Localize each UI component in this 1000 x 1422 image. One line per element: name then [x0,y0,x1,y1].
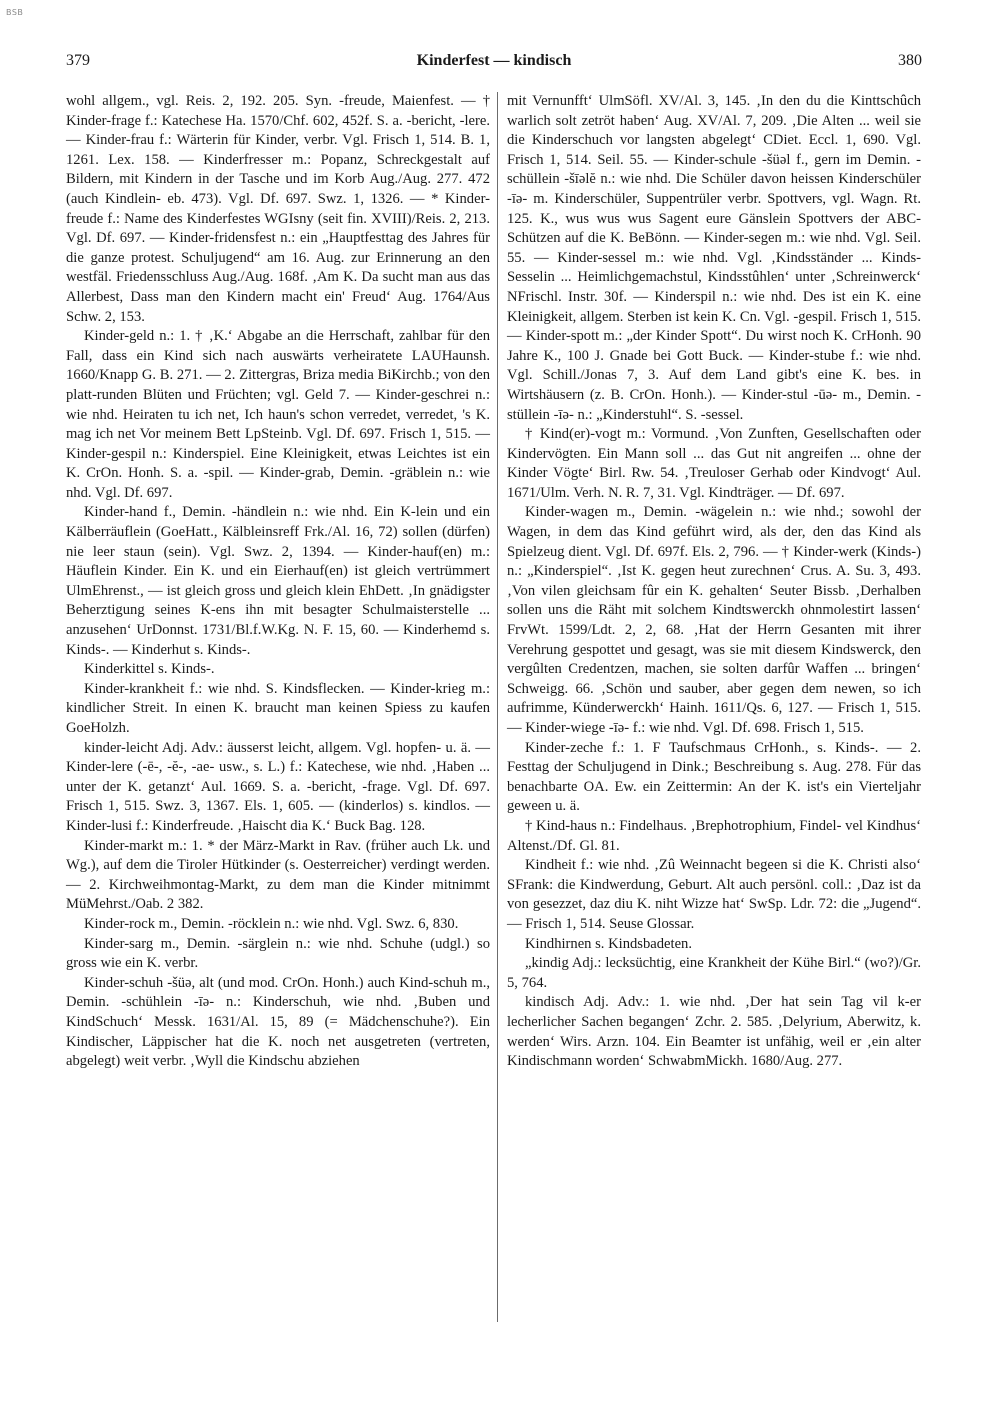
entry-kinderkittel: Kinderkittel s. Kinds-. [84,661,215,678]
entry-kind-haus: † Kind-haus n.: Findelhaus. ‚Brephotrophium, Findel- vel Kindhus‘ Altenst./Df. Gl. 81. [507,817,921,854]
page-number-left: 379 [66,52,90,69]
entry-paragraph-continued: mit Vernunfft‘ UlmSöfl. XV/Al. 3, 145. ‚In den du die Kinttschûch warlich solt zetröt haben‘ Aug. XV/Al. 7, 209. ‚Die Alten ... weil sie die Kinderschuch vor langsten abgelegt‘ CDiet. Eccl. 1, 690. Vgl. Frisch 1, 514. Seil. 55. — Kinder-schule -šüəl f., gern im Demin. -schüllein -šīəlĕ n.: wie nhd. Die Schüler davon heissen Kinderschüler -īə- m. Kinderschüler, Suppentrüler verbr. Spottvers, vgl. Wagn. Rt. 125. K., wus wus wus Sagent eure Gänslein Spottvers der ABC-Schützen auf die K. BeBönn. — Kinder-segen m.: wie nhd. Vgl. Seil. 55. — Kinder-sessel m.: wie nhd. Vgl. ‚Kindsständer ... Kinds-Sesselin ... Heimlichgemachstul, Kindsstûhlen‘ unter ‚Schreinwerck‘ NFrischl. Instr. 30f. — Kinderspil n.: wie nhd. Des ist ein K. eine Kleinigkeit, allgem. Sterben ist kein K. Cn. Vgl. -gespil. Frisch 1, 515. — Kinder-spott m.: „der Kinder Spott“. Du wirst noch K. CrHonh. 90 Jahre K., 100 J. Gnade bei Gott Buck. — Kinder-stube f.: wie nhd. Vgl. Schill./Jonas 7, 3. Auf dem Land gibt's eine K. bes. in Wirtshäusern (z. B. CrOn. Honh.). — Kinder-stul -ūə- m., Demin. -stüllein -īə- n.: „Kinderstuhl“. S. -sessel. [507,93,921,423]
entry-kind-vogt: † Kind(er)-vogt m.: Vormund. ‚Von Zunften, Gesellschaften oder Kindervögten. Ein Mann soll ... das Gut nit angreifen ... ohne der Kinder Vögte‘ Birl. Rw. 54. ‚Treuloser Gerhab oder Kindvogt‘ Aul. 1671/Ulm. Verh. N. R. 7, 31. Vgl. Kindträger. — Df. 697. [507,426,921,501]
entry-kindisch: kindisch Adj. Adv.: 1. wie nhd. ‚Der hat sein Tag vil k-er lecherlicher Sachen begangen‘ Zchr. 2. 585. ‚Delyrium, Aberwitz, k. werden‘ Wirs. Arzn. 104. Ein Beamter ist unfähig, weil er ‚ein alter Kindischmann worden‘ SchwabmMickh. 1680/Aug. 277. [507,994,921,1070]
entry-kinder-zeche: Kinder-zeche f.: 1. F Taufschmaus CrHonh., s. Kinds-. — 2. Festtag der Schuljugend in Dink.; Beschreibung s. Aug. 278. Für das benachbarte OA. Ew. ein Zeittermin: An der K. ist's ein Vierteljahr geween u. ä. [507,739,921,815]
entry-kindig: „kindig Adj.: lecksüchtig, eine Krankheit der Kühe Birl.“ (wo?)/Gr. 5, 764. [507,955,921,991]
entry-kinder-geld: Kinder-geld n.: 1. † ‚K.‘ Abgabe an die Herrschaft, zahlbar für den Fall, dass ein Kind sich nach auswärts verheiratete LAUHaunsh. 1660/Knapp G. B. 271. — 2. Zittergras, Briza media BiKirchb.; von den platt-runden Blüten und Früchten; vgl. Geld 7. — Kinder-geschrei n.: wie nhd. Heiraten tu ich net, Ich haun's schon verredet, verredet, 's K. mag ich net Vor meinem Bett LpSteinb. Vgl. Df. 697. Frisch 1, 515. — Kinder-gespil n.: Kinderspiel. Eine Kleinigkeit, etwas Leichtes ist ein K. CrOn. Honh. S. a. -spil. — Kinder-grab, Demin. -gräblein n.: wie nhd. Vgl. Df. 697. [66,328,490,501]
right-column [507,92,921,1072]
left-column [66,92,490,1072]
entry-kinder-schuh: Kinder-schuh -šüə, alt (und mod. CrOn. Honh.) auch Kind-schuh m., Demin. -schühlein -īə- n.: Kinderschuh, wie nhd. ‚Buben und KindSchuch‘ Messk. 1631/Al. 15, 89 (= Mädchenschuhe?). Ein Kindischer, Läppischer hat die K. noch net ausgetreten (vertreten, abgelegt) weit verbr. ‚Wyll die Kindschu abziehen [66,974,490,1070]
page-header [66,48,922,74]
entry-kinder-wagen: Kinder-wagen m., Demin. -wägelein n.: wie nhd.; sowohl der Wagen, in dem das Kind geführt wird, als der, den das Kind als Spielzeug dient. Vgl. Df. 697f. Els. 2, 796. — † Kinder-werk (Kinds-) n.: „Kinderspiel“. ‚Ist K. gegen heut zurechnen‘ Crus. A. Su. 3, 493. ‚Von vilen gleichsam fûr ein K. gehalten‘ Seuter Bissb. ‚Derhalben sollen uns die Räht mit solchem Kindtswerckh ohnmolestirt lassen‘ FrvWt. 1599/Ldt. 2, 2, 68. ‚Hat der Herrn Gesanten mit ihrer Verehrung gespottet und gesagt, was sie mit diesem Kindswerck, den vergûlten Credentzen, machen, sie solten darfûr Waffen ... bringen‘ Schweigg. 66. ‚Schön und sauber, aber gegen dem newen, so ich aufrimme, Künderwerckh‘ Hainh. 1611/Qs. 6, 127. — Frisch 1, 515. — Kinder-wiege -īə- f.: wie nhd. Vgl. Df. 698. Frisch 1, 515. [507,504,921,736]
entry-kinder-sarg: Kinder-sarg m., Demin. -särglein n.: wie nhd. Schuhe (udgl.) so gross wie ein K. verbr. [66,935,490,972]
entry-kinder-krankheit: Kinder-krankheit f.: wie nhd. S. Kindsflecken. — Kinder-krieg m.: kindlicher Streit. In einen K. braucht man keinen Spiess zu kaufen GoeHolzh. [66,680,490,736]
entry-kinder-markt: Kinder-markt m.: 1. * der März-Markt in Rav. (früher auch Lk. und Wg.), auf dem die Tiroler Hütkinder (s. Oesterreicher) verdingt werden. — 2. Kirchweihmontag-Markt, zu dem man die Kinder mitnimmt MüMehrst./Oab. 2 382. [66,837,490,913]
entry-paragraph: wohl allgem., vgl. Reis. 2, 192. 205. Syn. -freude, Maienfest. — † Kinder-frage f.: Katechese Ha. 1570/Chf. 602, 452f. S. a. -bericht, -lere. — Kinder-frau f.: Wärterin für Kinder, verbr. Vgl. Frisch 1, 514. B. 1, 1261. Lex. 158. — Kinderfresser m.: Popanz, Schreckgestalt auf Bildern, mit Kindern in der Tasche und im Korb Aug./Aug. 277. 472 (auch Kindlein- eb. 473). Vgl. Df. 697. Swz. 1, 1326. — * Kinder-freude f.: Name des Kinderfestes WGIsny (seit fin. XVIII)/Reis. 2, 213. Vgl. Df. 697. — Kinder-fridensfest n.: ein „Hauptfesttag des Jahres für die ganze protest. Schuljugend“ am 16. Aug. zur Erinnerung an den westfäl. Friedensschluss Aug./Aug. 168f. ‚Am K. Da sucht man aus das Allerbest, Dass man den Kindern macht ein' Freud‘ Aug. 1764/Aus Schw. 2, 153. [66,93,490,325]
entry-kindheit: Kindheit f.: wie nhd. ‚Zû Weinnacht begeen si die K. Christi also‘ SFrank: die Kindwerdung, Geburt. Alt auch persönl. coll.: ‚Daz ist da von gesezzet, daz diu K. niht Wizze hat‘ SwSp. Ldr. 72: die „Jugend“. — Frisch 1, 514. Seuse Glossar. [507,857,921,932]
entry-kinder-rock: Kinder-rock m., Demin. -röcklein n.: wie nhd. Vgl. Swz. 6, 830. [84,915,459,932]
entry-kinder-hand: Kinder-hand f., Demin. -händlein n.: wie nhd. Ein K-lein und ein Kälberräuflein (GoeHatt., Kälbleinsreff Frk./Al. 16, 72) sollen (dürfen) nie leer staun (sein). Vgl. Swz. 2, 1394. — Kinder-hauf(en) m.: Häuflein Kinder. Ein K. und ein Eierhauf(en) ist gleich vertrümmert UlmEhrenst., — ist gleich gross und gleich klein EhDett. ‚In gnädigster Beherztigung seines K-ens ihn mit besagter Schulmaisterstelle ... anzusehen‘ UrDonnst. 1731/Bl.f.W.Kg. N. F. 15, 60. — Kinderhemd s. Kinds-. — Kinderhut s. Kinds-. [66,504,490,658]
entry-kindhirnen: Kindhirnen s. Kindsbadeten. [525,935,692,952]
page-number-right: 380 [898,52,922,69]
column-divider [497,92,498,1322]
library-stamp: BSB [6,8,24,17]
running-title: Kinderfest — kindisch [416,52,572,69]
entry-kinder-leicht: kinder-leicht Adj. Adv.: äusserst leicht, allgem. Vgl. hopfen- u. ä. — Kinder-lere (-ē-, -ĕ-, -ae- usw., s. L.) f.: Katechese, wie nhd. ‚Haben ... unter der K. getanzt‘ Aul. 1669. S. a. -bericht, -frage. Vgl. Df. 697. Frisch 1, 515. Swz. 3, 1367. Els. 1, 605. — (kinderlos) s. kindlos. — Kinder-lusi f.: Kinderfreude. ‚Haischt dia K.‘ Buck Bag. 128. [66,739,490,834]
